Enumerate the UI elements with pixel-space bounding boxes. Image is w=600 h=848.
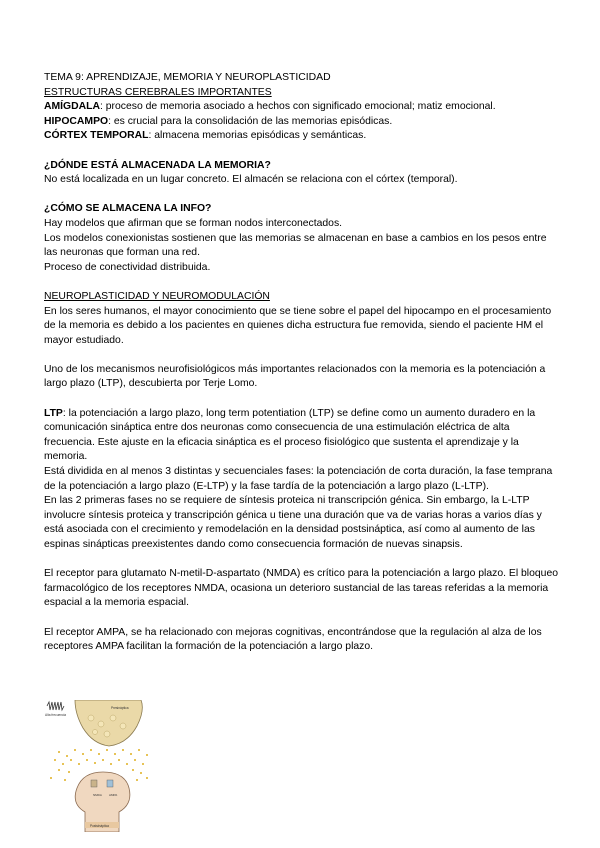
postsynaptic-label: Postsináptica: [90, 824, 109, 828]
neuro-paragraph: Uno de los mecanismos neurofisiológicos más importantes relacionados con la memoria es la potenciación a largo plazo (LTP), descubierta por Terje Lomo.: [44, 363, 546, 390]
term: CÓRTEX TEMPORAL: [44, 130, 149, 142]
term: HIPOCAMPO: [44, 115, 109, 127]
definition: : proceso de memoria asociado a hechos con significado emocional; matiz emocional.: [100, 101, 496, 113]
definition: : almacena memorias episódicas y semánticas.: [148, 130, 367, 142]
definition: : es crucial para la consolidación de las memorias episódicas.: [108, 115, 393, 127]
page-title: TEMA 9: APRENDIZAJE, MEMORIA Y NEUROPLASTICIDAD: [44, 72, 331, 83]
neuro-paragraph: En las 2 primeras fases no se requiere de síntesis proteica ni transcripción génica. Sin embargo, la L-LTP involucre síntesis proteica y transcripción génica u tiene una duración que va de varias horas a varios días y está asociada con el crecimiento y remodelación en la densidad postsináptica, así como al aumento de las espinas sinápticas preexistentes dando como consecuencia formación de nuevas sinapsis.: [44, 495, 542, 550]
neuro-paragraph: En los seres humanos, el mayor conocimiento que se tiene sobre el papel del hipocampo en el procesamiento de la memoria es debido a los pacientes en quienes dicha estructura fue removida, siendo el paciente HM el mayor estudiado.: [44, 305, 552, 346]
structure-amygdala: [44, 100, 559, 115]
how-paragraph: Proceso de conectividad distribuida.: [44, 261, 211, 273]
neuro-paragraph: Está dividida en al menos 3 distintas y secuenciales fases: la potenciación de corta duración, la fase temprana de la potenciación a largo plazo (E-LTP) y la fase tardía de la potenciación a largo plazo (L-LTP).: [44, 466, 553, 492]
presynaptic-terminal: [75, 700, 142, 746]
term: LTP: [44, 407, 63, 419]
neuro-paragraph: El receptor para glutamato N-metil-D-aspartato (NMDA) es crítico para la potenciación a largo plazo. El bloqueo farmacológico de los receptores NMDA, ocasiona un deterioro sustancial de las tareas referidas a la memoria espacial a la memoria espacial.: [44, 568, 558, 609]
neuro-heading: NEUROPLASTICIDAD Y NEUROMODULACIÓN: [44, 290, 270, 302]
structure-hippocampus: [44, 115, 559, 130]
structure-temporal-cortex: [44, 129, 559, 144]
where-text: No está localizada en un lugar concreto. El almacén se relaciona con el córtex (temporal).: [44, 174, 458, 186]
structures-heading: ESTRUCTURAS CEREBRALES IMPORTANTES: [44, 86, 272, 98]
how-heading: ¿CÓMO SE ALMACENA LA INFO?: [44, 203, 212, 215]
nmda-label: NMDA: [93, 793, 102, 797]
document-page: [44, 71, 559, 655]
ampa-label: AMPA: [109, 793, 118, 797]
stimulus-trace-icon: [47, 702, 64, 710]
term: AMÍGDALA: [44, 101, 100, 113]
stimulus-label: Alta frecuencia: [45, 713, 67, 717]
where-heading: ¿DÓNDE ESTÁ ALMACENADA LA MEMORIA?: [44, 159, 271, 171]
nmda-receptor-icon: [91, 780, 97, 787]
ampa-receptor-icon: [107, 780, 113, 787]
ltp-definition: [44, 407, 559, 465]
presynaptic-label: Presináptica: [111, 706, 129, 710]
how-paragraph: Hay modelos que afirman que se forman nodos interconectados.: [44, 217, 343, 229]
definition: : la potenciación a largo plazo, long term potentiation (LTP) se define como un aumento duradero en la comunicación sináptica entre dos neuronas como consecuencia de una estimulación eléctrica de alta frecuencia. Este ajuste en la eficacia sináptica es el proceso fisiológico que sustenta el aprendizaje y la memoria.: [44, 407, 536, 463]
how-paragraph: Los modelos conexionistas sostienen que las memorias se almacenan en base a cambios en los pesos entre las neuronas que forman una red.: [44, 232, 547, 259]
neuro-paragraph: El receptor AMPA, se ha relacionado con mejoras cognitivas, encontrándose que la regulación al alza de los receptores AMPA facilitan la formación de la potenciación a largo plazo.: [44, 626, 542, 653]
synapse-diagram: [41, 700, 159, 832]
